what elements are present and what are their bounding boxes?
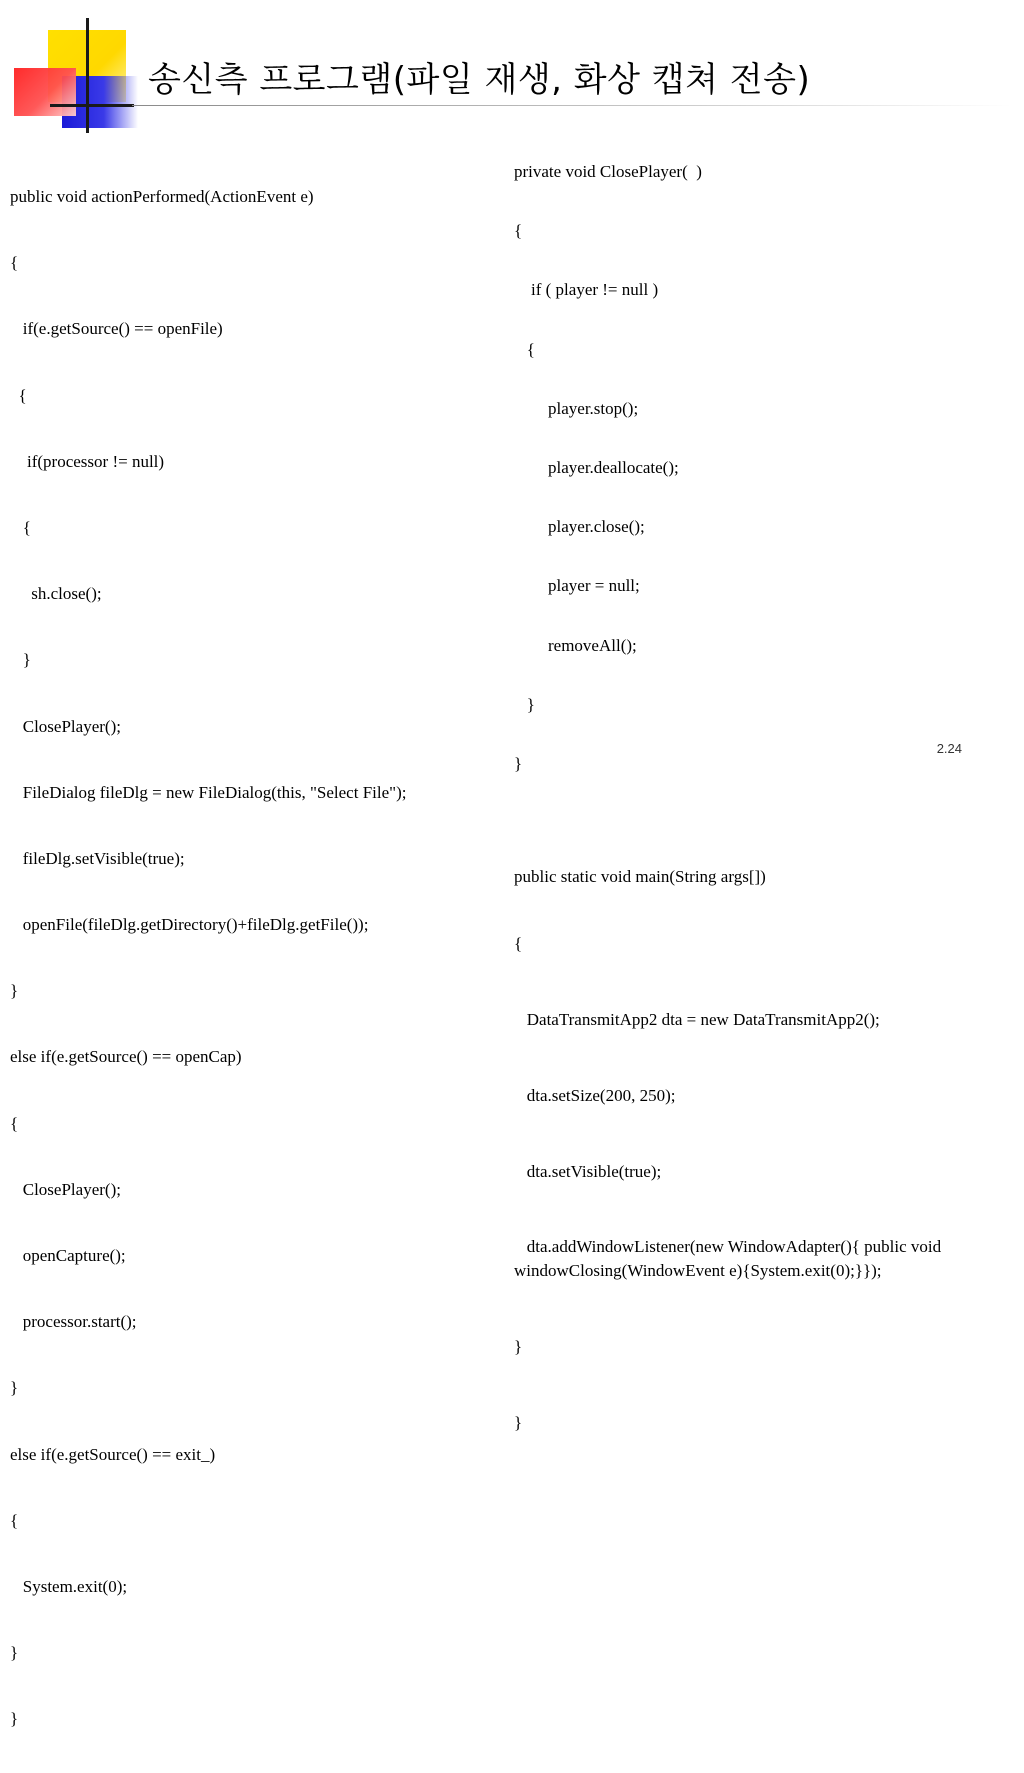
code-line: { <box>514 339 535 359</box>
code-line: public static void main(String args[]) <box>514 867 766 887</box>
code-line: } <box>10 1709 19 1729</box>
spacer <box>514 813 1004 827</box>
code-line: openFile(fileDlg.getDirectory()+fileDlg.getFile()); <box>10 915 369 935</box>
code-line: if ( player != null ) <box>514 280 659 300</box>
decor-vertical-line <box>86 18 89 133</box>
code-line: player.stop(); <box>514 398 639 418</box>
decor-horizontal-line <box>50 104 134 107</box>
code-line: } <box>514 1337 523 1357</box>
slide-title: 송신측 프로그램(파일 재생, 화상 캡쳐 전송) <box>148 60 811 100</box>
code-line: } <box>514 753 523 773</box>
code-line: ClosePlayer(); <box>10 716 121 736</box>
code-line: dta.addWindowListener(new WindowAdapter(){ public void windowClosing(WindowEvent e){System.exit(0);}}); <box>514 1237 946 1281</box>
code-line: System.exit(0); <box>10 1576 128 1596</box>
code-block-close-player-main <box>514 122 1004 1481</box>
code-line: { <box>10 517 31 537</box>
code-line: } <box>10 1378 19 1398</box>
code-line: { <box>10 253 19 273</box>
code-line: if(processor != null) <box>10 451 165 471</box>
code-line: dta.setVisible(true); <box>514 1161 662 1181</box>
code-line: DataTransmitApp2 dta = new DataTransmitApp2(); <box>514 1010 880 1030</box>
decor-red-square <box>14 68 76 116</box>
code-line: processor.start(); <box>10 1312 137 1332</box>
code-line: openCapture(); <box>10 1246 126 1265</box>
code-line: private void ClosePlayer( ) <box>514 162 702 181</box>
code-line: { <box>10 1510 19 1530</box>
title-underline <box>132 105 1012 106</box>
code-line: FileDialog fileDlg = new FileDialog(this, "Select File"); <box>10 782 407 802</box>
code-line: } <box>10 1643 19 1663</box>
code-line: { <box>514 221 523 241</box>
code-line: public void actionPerformed(ActionEvent e) <box>10 187 314 206</box>
code-line: } <box>10 981 19 1001</box>
code-line: fileDlg.setVisible(true); <box>10 848 185 868</box>
code-line: player = null; <box>514 576 640 596</box>
page-number: 2.24 <box>936 741 962 756</box>
code-line: else if(e.getSource() == openCap) <box>10 1047 242 1067</box>
code-line: { <box>10 1113 19 1133</box>
code-line: } <box>514 694 535 714</box>
code-block-action-performed <box>10 144 406 1773</box>
code-line: } <box>10 650 31 670</box>
code-line: { <box>514 934 523 954</box>
code-line: else if(e.getSource() == exit_) <box>10 1444 216 1464</box>
code-line: sh.close(); <box>10 584 102 604</box>
code-line: } <box>514 1413 523 1433</box>
code-line: player.close(); <box>514 517 645 537</box>
code-line: dta.setSize(200, 250); <box>514 1085 676 1105</box>
code-line: ClosePlayer(); <box>10 1179 121 1199</box>
code-line: removeAll(); <box>514 635 637 655</box>
code-line: if(e.getSource() == openFile) <box>10 319 223 339</box>
code-line: player.deallocate(); <box>514 457 679 477</box>
code-line: { <box>10 385 27 405</box>
